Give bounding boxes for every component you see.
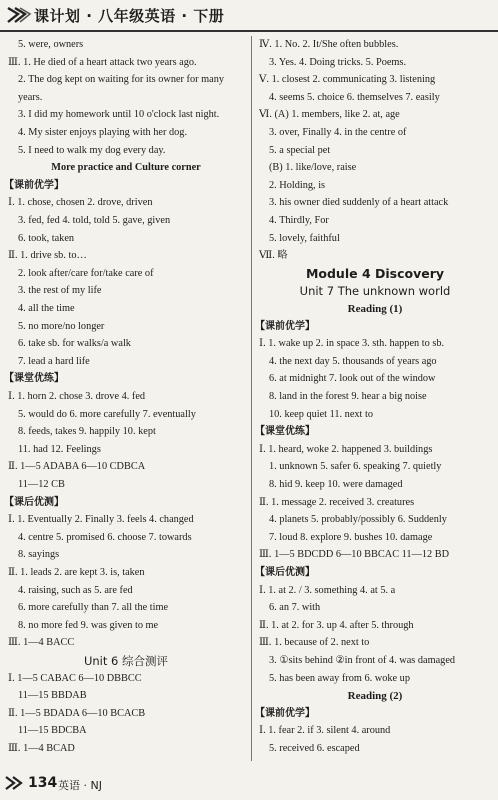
answer-line: 5. a special pet [269, 144, 331, 156]
answer-line: 5. lovely, faithful [269, 232, 340, 244]
answer-line: Ⅰ. 1. fear 2. if 3. silent 4. around [259, 725, 391, 737]
answer-line: 4. seems 5. choice 6. themselves 7. easily [269, 91, 440, 103]
section-label: 【课堂优练】 [4, 373, 64, 385]
answer-line: Ⅵ. (A) 1. members, like 2. at, age [259, 109, 400, 121]
answer-line: 11—15 BBDAB [18, 690, 87, 702]
section-label: 【课后优测】 [4, 496, 64, 508]
book-logo-icon [6, 4, 32, 26]
module-title: Module 4 Discovery [305, 265, 445, 281]
answer-line: 7. loud 8. explore 9. bushes 10. damage [269, 531, 433, 543]
answer-line: Ⅲ. 1—4 BCAD [8, 743, 75, 754]
answer-line: 5. I need to walk my dog every day. [18, 144, 166, 156]
answer-line: 7. lead a hard life [18, 355, 90, 367]
page-header [0, 0, 498, 32]
answer-line: 3. fed, fed 4. told, told 5. gave, given [18, 215, 171, 226]
answer-line: Ⅰ. 1. horn 2. chose 3. drove 4. fed [8, 391, 146, 402]
answer-line: 6. an 7. with [269, 602, 321, 614]
answer-line: 6. took, taken [18, 232, 75, 244]
section-title: More practice and Culture corner [51, 162, 201, 174]
answer-line: 4. My sister enjoys playing with her dog. [18, 127, 188, 138]
answer-line: 4. Thirdly, For [269, 215, 329, 226]
answer-line: 5. no more/no longer [18, 320, 105, 332]
answer-line: 5. were, owners [18, 39, 84, 50]
answer-line: Ⅱ. 1—5 ADABA 6—10 CDBCA [8, 461, 146, 473]
answer-line: 8. land in the forest 9. hear a big noise [269, 391, 427, 402]
answer-line: Ⅲ. 1—4 BACC [8, 637, 75, 649]
unit-title: Unit 6 综合测评 [83, 654, 169, 668]
reading-title: Reading (1) [347, 303, 403, 315]
answer-line: years. [18, 91, 43, 103]
answer-line: Ⅲ. 1—5 BDCDD 6—10 BBCAC 11—12 BD [259, 549, 450, 561]
section-label: 【课前优学】 [255, 320, 315, 332]
page-number: 134 [28, 775, 58, 791]
answer-line: 3. the rest of my life [18, 285, 102, 297]
answer-line: 5. received 6. escaped [269, 743, 360, 754]
answer-line: Ⅱ. 1. leads 2. are kept 3. is, taken [8, 567, 145, 578]
answer-line: 2. Holding, is [269, 179, 326, 191]
answer-line: Ⅶ. 略 [259, 250, 288, 262]
answer-line: 3. Yes. 4. Doing tricks. 5. Poems. [269, 56, 407, 68]
answer-line: 2. The dog kept on waiting for its owner for many [18, 74, 224, 86]
answer-line: 6. more carefully than 7. all the time [18, 602, 169, 614]
answer-line: Ⅰ. 1. chose, chosen 2. drove, driven [8, 197, 153, 209]
answer-line: Ⅰ. 1. at 2. / 3. something 4. at 5. a [259, 584, 396, 596]
answer-line: 3. I did my homework until 10 o'clock last night. [18, 109, 220, 121]
answer-line: (B) 1. like/love, raise [269, 162, 357, 174]
answer-line: Ⅲ. 1. He died of a heart attack two years ago. [8, 56, 197, 68]
answer-line: 3. over, Finally 4. in the centre of [269, 127, 407, 138]
answer-line: 6. take sb. for walks/a walk [18, 338, 131, 350]
answer-line: 8. hid 9. keep 10. were damaged [269, 479, 403, 490]
unit-title: Unit 7 The unknown world [299, 284, 451, 299]
header-title: 课计划 · 八年级英语 · 下册 [34, 7, 225, 25]
answer-line: 11—12 CB [18, 479, 65, 490]
answer-line: 4. planets 5. probably/possibly 6. Suddenly [269, 514, 447, 526]
answer-line: 8. sayings [18, 549, 60, 561]
answer-line: 11—15 BDCBA [18, 725, 87, 737]
answer-line: 8. no more fed 9. was given to me [18, 619, 159, 631]
page-tag: 英语 · NJ [58, 779, 102, 792]
section-label: 【课后优测】 [255, 567, 315, 578]
answer-line: Ⅱ. 1. message 2. received 3. creatures [259, 496, 415, 508]
answer-line: 4. centre 5. promised 6. choose 7. towards [18, 531, 192, 543]
section-label: 【课前优学】 [255, 707, 315, 719]
chevron-logo-icon [4, 774, 26, 792]
section-label: 【课前优学】 [4, 179, 64, 191]
answer-line: Ⅱ. 1—5 BDADA 6—10 BCACB [8, 707, 146, 719]
answer-line: 8. feeds, takes 9. happily 10. kept [18, 426, 156, 438]
answer-line: Ⅰ. 1. wake up 2. in space 3. sth. happen to sb. [259, 338, 445, 350]
answer-line: Ⅲ. 1. because of 2. next to [259, 637, 370, 649]
answer-line: 5. would do 6. more carefully 7. eventually [18, 408, 196, 420]
column-divider [251, 36, 252, 761]
answer-line: 11. had 12. Feelings [18, 443, 101, 455]
answer-line: Ⅰ. 1—5 CABAC 6—10 DBBCC [8, 672, 142, 684]
section-label: 【课堂优练】 [255, 426, 315, 438]
answer-line: Ⅰ. 1. Eventually 2. Finally 3. feels 4. changed [8, 514, 194, 526]
answer-line: Ⅱ. 1. at 2. for 3. up 4. after 5. through [259, 619, 414, 631]
answer-line: 10. keep quiet 11. next to [269, 408, 373, 420]
answer-line: Ⅴ. 1. closest 2. communicating 3. listening [259, 74, 436, 86]
reading-title: Reading (2) [347, 690, 403, 703]
answer-line: Ⅳ. 1. No. 2. It/She often bubbles. [259, 39, 399, 50]
answer-line: 3. ①sits behind ②in front of 4. was damaged [269, 655, 456, 666]
answer-line: Ⅱ. 1. drive sb. to… [8, 250, 87, 262]
answer-line: 3. his owner died suddenly of a heart attack [269, 197, 449, 209]
answer-line: 1. unknown 5. safer 6. speaking 7. quietly [269, 461, 442, 473]
answer-line: 4. all the time [18, 303, 75, 314]
answer-line: 6. at midnight 7. look out of the window [269, 373, 436, 385]
answer-line: 4. the next day 5. thousands of years ago [269, 355, 437, 367]
page-footer [0, 770, 498, 800]
answer-line: 2. look after/care for/take care of [18, 267, 154, 279]
answer-line: Ⅰ. 1. heard, woke 2. happened 3. buildings [259, 443, 433, 455]
answer-line: 4. raising, such as 5. are fed [18, 584, 133, 596]
answer-line: 5. has been away from 6. woke up [269, 672, 410, 684]
